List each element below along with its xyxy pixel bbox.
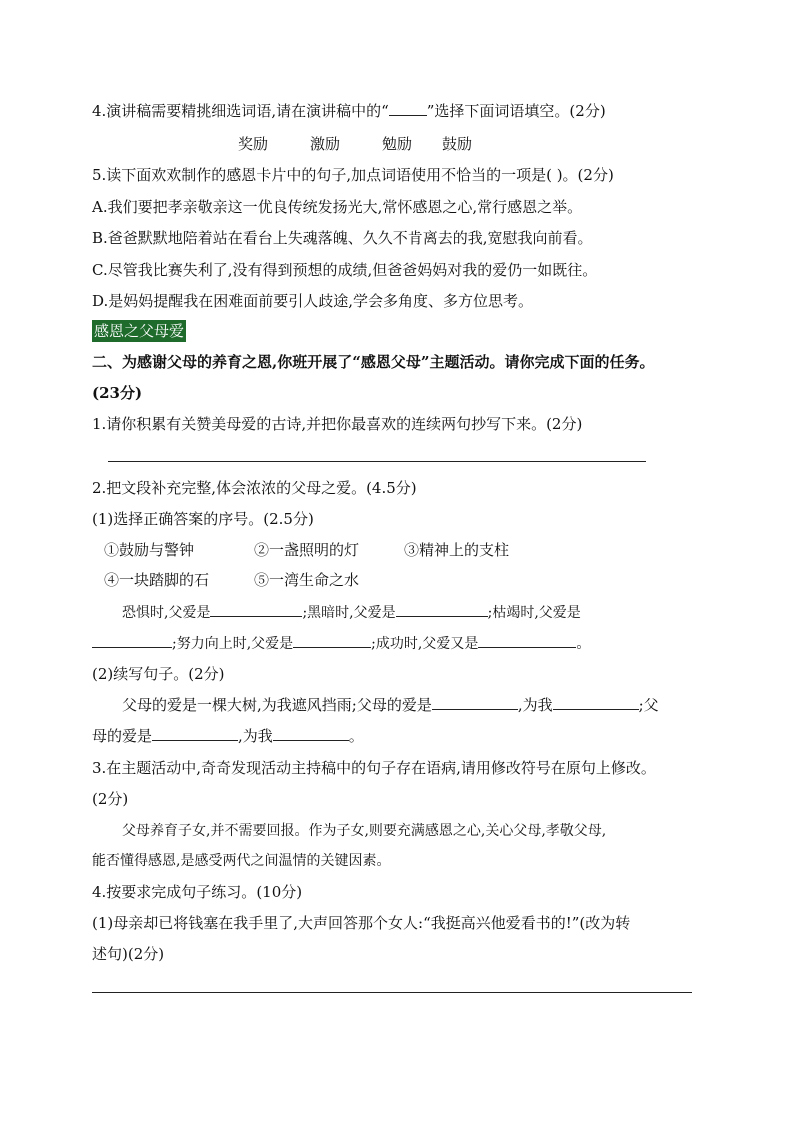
answer-blank[interactable]	[92, 633, 172, 648]
answer-blank[interactable]	[293, 633, 371, 648]
section-tag: 感恩之父母爱	[94, 322, 185, 340]
word-choice: 鼓励	[442, 135, 473, 153]
choice: ③精神上的支柱	[404, 541, 510, 559]
choice: ④一块踏脚的石	[104, 571, 210, 589]
answer-blank[interactable]	[389, 101, 427, 116]
question-5: 5.读下面欢欢制作的感恩卡片中的句子,加点词语使用不恰当的一项是( )。(2分)	[92, 166, 614, 184]
sentence-text-line-2[interactable]: 能否懂得感恩,是感受两代之间温情的关键因素。	[92, 853, 391, 869]
answer-line[interactable]	[92, 992, 692, 993]
s2-question-4-item-1: (1)母亲却已将钱塞在我手里了,大声回答那个女人:“我挺高兴他爱看书的!”(改为转	[92, 914, 631, 932]
word-choice: 激励	[310, 135, 341, 153]
continue-line-2: 母的爱是 ,为我 。	[92, 727, 364, 745]
word-choices	[238, 134, 472, 154]
choice: ⑤一湾生命之水	[254, 571, 360, 589]
fill-paragraph-line-2: ;努力向上时,父爱是 ;成功时,父爱又是 。	[92, 633, 590, 654]
word-choice: 奖励	[238, 135, 269, 153]
option-c: C.尽管我比赛失利了,没有得到预想的成绩,但爸爸妈妈对我的爱仍一如既往。	[92, 261, 598, 279]
answer-blank[interactable]	[152, 726, 238, 741]
option-b: B.爸爸默默地陪着站在看台上失魂落魄、久久不肯离去的我,宽慰我向前看。	[92, 229, 593, 247]
s2-question-4-item-1-cont: 述句)(2分)	[92, 945, 165, 963]
question-4: 4.演讲稿需要精挑细选词语,请在演讲稿中的“ ”选择下面词语填空。(2分)	[92, 102, 606, 120]
word-choice: 勉励	[382, 135, 413, 153]
section-2-score: (23分)	[92, 384, 143, 402]
s2-question-4: 4.按要求完成句子练习。(10分)	[92, 883, 303, 901]
choice: ②一盏照明的灯	[254, 541, 360, 559]
section-2-title: 二、为感谢父母的养育之恩,你班开展了“感恩父母”主题活动。请你完成下面的任务。	[92, 353, 655, 371]
answer-blank[interactable]	[478, 633, 576, 648]
option-a: A.我们要把孝亲敬亲这一优良传统发扬光大,常怀感恩之心,常行感恩之举。	[92, 198, 583, 216]
choice: ①鼓励与警钟	[104, 541, 195, 559]
s2-question-3-score: (2分)	[92, 790, 129, 808]
answer-line[interactable]	[108, 461, 646, 462]
answer-blank[interactable]	[210, 602, 302, 617]
answer-blank[interactable]	[273, 726, 349, 741]
s2-question-2-sub1: (1)选择正确答案的序号。(2.5分)	[92, 510, 314, 528]
choices-row-2	[104, 570, 359, 590]
s2-question-2-sub2: (2)续写句子。(2分)	[92, 665, 225, 683]
choices-row-1	[104, 540, 509, 560]
s2-question-1: 1.请你积累有关赞美母爱的古诗,并把你最喜欢的连续两句抄写下来。(2分)	[92, 415, 583, 433]
s2-question-2: 2.把文段补充完整,体会浓浓的父母之爱。(4.5分)	[92, 479, 417, 497]
s2-question-3: 3.在主题活动中,奇奇发现活动主持稿中的句子存在语病,请用修改符号在原句上修改。	[92, 759, 656, 777]
answer-blank[interactable]	[553, 695, 639, 710]
continue-line-1: 父母的爱是一棵大树,为我遮风挡雨;父母的爱是 ,为我 ;父	[122, 696, 659, 714]
sentence-text-line-1[interactable]: 父母养育子女,并不需要回报。作为子女,则要充满感恩之心,关心父母,孝敬父母,	[122, 823, 607, 839]
answer-blank[interactable]	[432, 695, 518, 710]
fill-paragraph-line-1: 恐惧时,父爱是 ;黑暗时,父爱是 ;枯竭时,父爱是	[122, 602, 581, 623]
option-d: D.是妈妈提醒我在困难面前要引人歧途,学会多角度、多方位思考。	[92, 292, 534, 310]
answer-blank[interactable]	[396, 602, 488, 617]
